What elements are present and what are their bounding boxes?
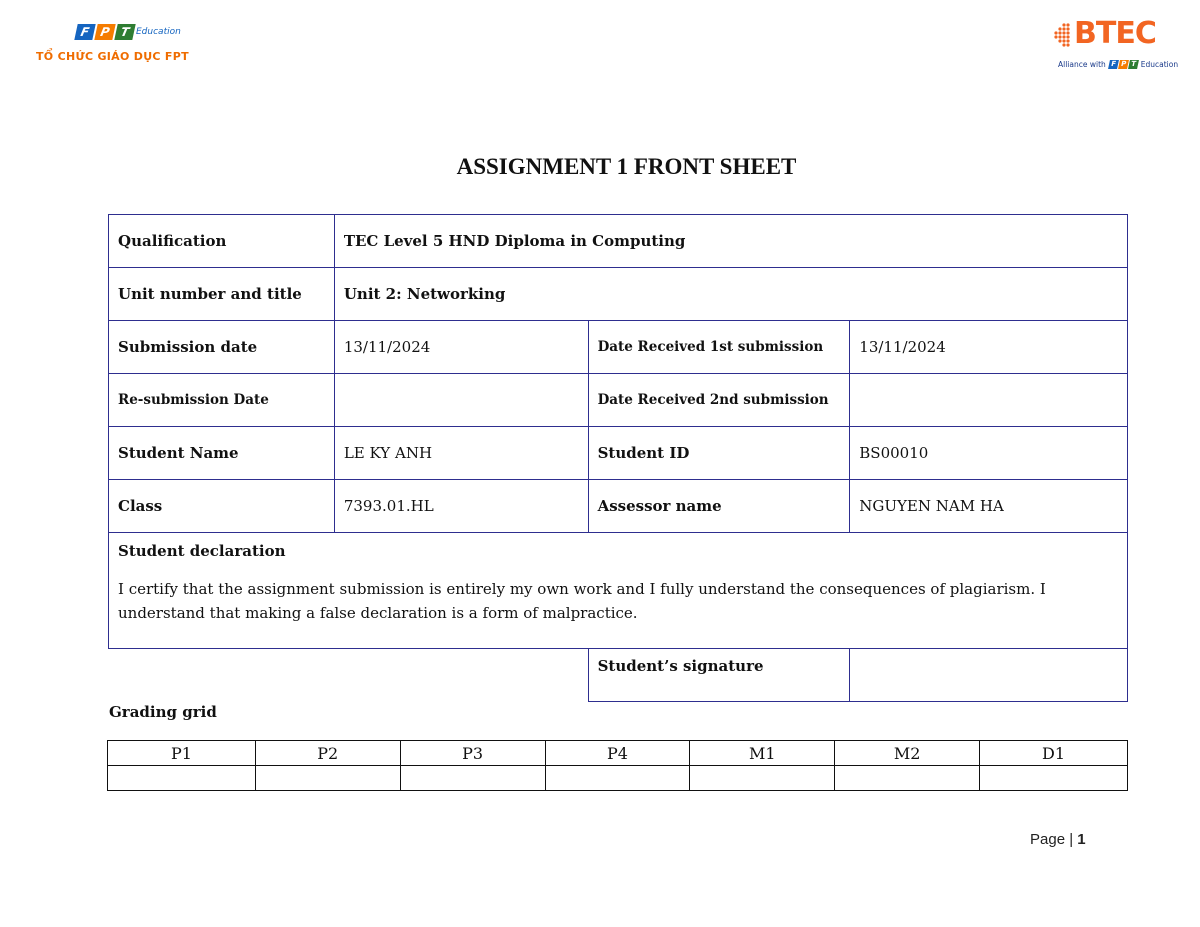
received-1-value[interactable]: 13/11/2024 xyxy=(850,321,1128,374)
fpt-education-logo xyxy=(36,20,206,70)
front-sheet-table xyxy=(108,214,1128,702)
fpt-logo-letter-p: P xyxy=(94,24,115,40)
grading-header-row xyxy=(108,741,1128,766)
grade-header-m1: M1 xyxy=(690,741,835,766)
received-2-value[interactable] xyxy=(850,374,1128,427)
btec-dots-icon xyxy=(1050,22,1072,48)
class-row xyxy=(109,480,1128,533)
unit-label: Unit number and title xyxy=(109,268,335,321)
grade-value-m1[interactable] xyxy=(690,766,835,791)
signature-label: Student’s signature xyxy=(588,649,850,702)
qualification-label: Qualification xyxy=(109,215,335,268)
grade-value-p1[interactable] xyxy=(108,766,256,791)
fpt-logo-blocks xyxy=(76,24,134,40)
submission-date-label: Submission date xyxy=(109,321,335,374)
grade-header-p4: P4 xyxy=(545,741,690,766)
grade-value-p2[interactable] xyxy=(255,766,400,791)
qualification-value: TEC Level 5 HND Diploma in Computing xyxy=(334,215,1127,268)
grade-header-d1: D1 xyxy=(980,741,1128,766)
qualification-row xyxy=(109,215,1128,268)
grade-value-p4[interactable] xyxy=(545,766,690,791)
declaration-text: I certify that the assignment submission is entirely my own work and I fully understand the consequences of plagiarism. I understand that making a false declaration is a form of malpractice. xyxy=(118,580,1046,622)
mini-fpt-letter-t: T xyxy=(1128,60,1139,69)
btec-wordmark: BTEC xyxy=(1074,16,1156,51)
assessor-label: Assessor name xyxy=(588,480,850,533)
grading-value-row xyxy=(108,766,1128,791)
student-id-label: Student ID xyxy=(588,427,850,480)
class-value[interactable]: 7393.01.HL xyxy=(334,480,588,533)
alliance-prefix: Alliance with xyxy=(1058,60,1106,69)
student-name-label: Student Name xyxy=(109,427,335,480)
student-id-value[interactable]: BS00010 xyxy=(850,427,1128,480)
submission-row xyxy=(109,321,1128,374)
alliance-suffix: Education xyxy=(1140,60,1179,69)
received-2-label: Date Received 2nd submission xyxy=(588,374,850,427)
grade-header-p2: P2 xyxy=(255,741,400,766)
fpt-organization-name: TỔ CHỨC GIÁO DỤC FPT xyxy=(36,50,189,63)
grade-header-m2: M2 xyxy=(835,741,980,766)
grade-header-p1: P1 xyxy=(108,741,256,766)
grading-grid-label: Grading grid xyxy=(109,703,217,721)
page-number-footer xyxy=(1030,831,1086,848)
received-1-label: Date Received 1st submission xyxy=(588,321,850,374)
assessor-value[interactable]: NGUYEN NAM HA xyxy=(850,480,1128,533)
grade-value-m2[interactable] xyxy=(835,766,980,791)
grade-value-d1[interactable] xyxy=(980,766,1128,791)
page-label: Page | xyxy=(1030,831,1078,848)
fpt-logo-letter-t: T xyxy=(114,24,135,40)
declaration-title: Student declaration xyxy=(118,542,286,560)
signature-row xyxy=(109,649,1128,702)
student-row xyxy=(109,427,1128,480)
mini-fpt-logo xyxy=(1109,60,1138,69)
btec-logo xyxy=(1050,16,1180,76)
page-number: 1 xyxy=(1077,831,1086,848)
mini-fpt-letter-f: F xyxy=(1108,60,1119,69)
class-label: Class xyxy=(109,480,335,533)
submission-date-value[interactable]: 13/11/2024 xyxy=(334,321,588,374)
grading-grid-table xyxy=(107,740,1128,791)
signature-spacer xyxy=(109,649,589,702)
student-name-value[interactable]: LE KY ANH xyxy=(334,427,588,480)
document-title: ASSIGNMENT 1 FRONT SHEET xyxy=(456,154,797,179)
grade-header-p3: P3 xyxy=(400,741,545,766)
mini-fpt-letter-p: P xyxy=(1118,60,1129,69)
fpt-logo-subtitle: Education xyxy=(136,27,181,37)
declaration-row xyxy=(109,533,1128,649)
resubmission-value[interactable] xyxy=(334,374,588,427)
grade-value-p3[interactable] xyxy=(400,766,545,791)
fpt-logo-letter-f: F xyxy=(74,24,95,40)
signature-value[interactable] xyxy=(850,649,1128,702)
btec-alliance-line xyxy=(1058,60,1178,69)
unit-row xyxy=(109,268,1128,321)
unit-value: Unit 2: Networking xyxy=(334,268,1127,321)
resubmission-row xyxy=(109,374,1128,427)
resubmission-label: Re-submission Date xyxy=(109,374,335,427)
declaration-cell xyxy=(109,533,1128,649)
